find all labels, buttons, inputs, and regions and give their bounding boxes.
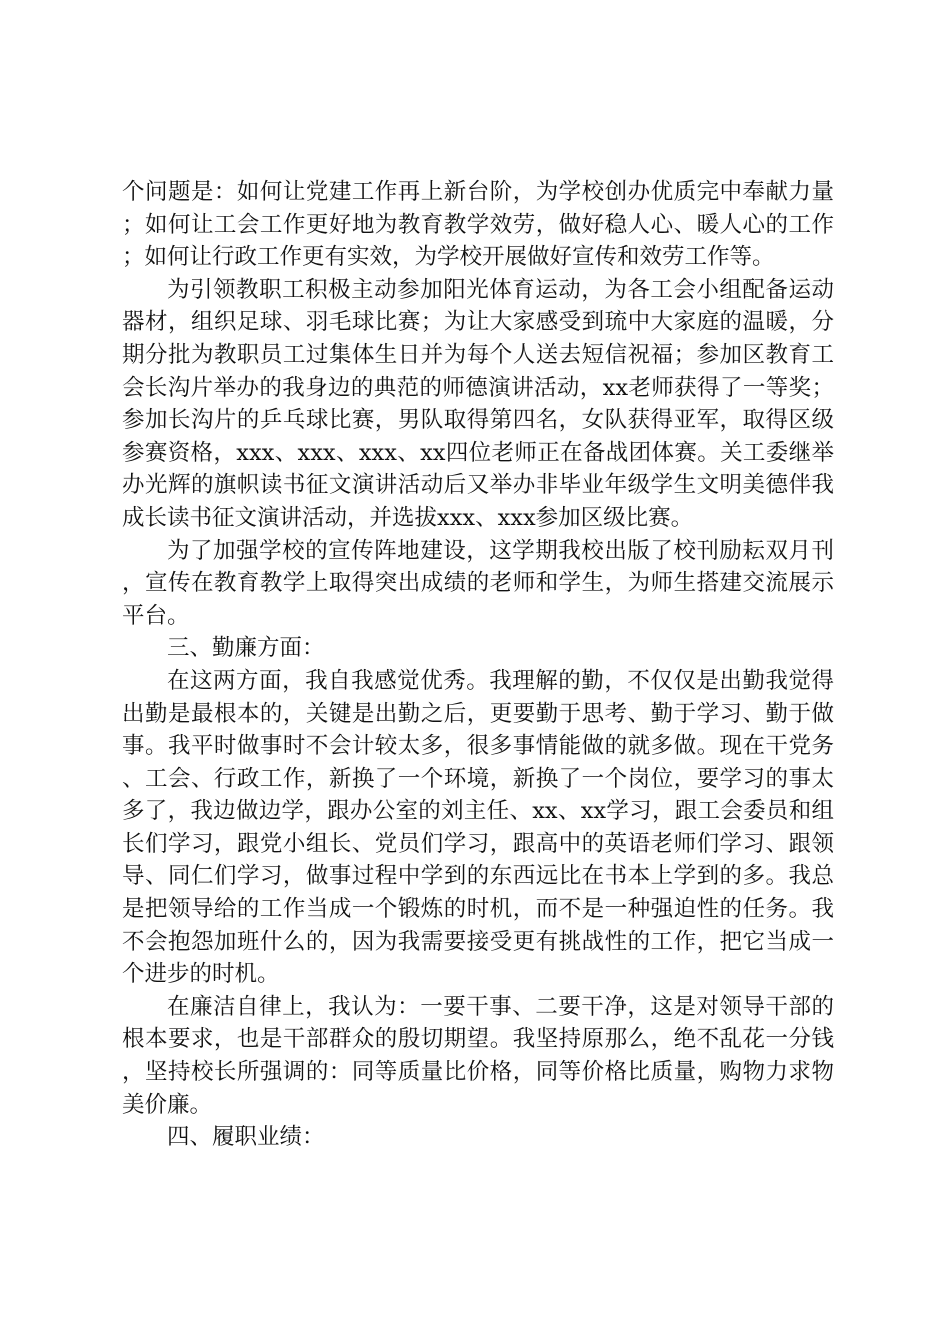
paragraph-union-sports-activities: 为引领教职工积极主动参加阳光体育运动，为各工会小组配备运动器材，组织足球、羽毛球比赛；为让大家感受到琉中大家庭的温暖，分期分批为教职员工过集体生日并为每个人送去短信祝福；参加区教育工会长沟片举办的我身边的典范的师德演讲活动，xx老师获得了一等奖；参加长沟片的乒乓球比赛，男队取得第四名，女队获得亚军，取得区级参赛资格，xxx、xxx、xxx、xx四位老师正在备战团体赛。关工委继举办光辉的旗帜读书征文演讲活动后又举办非毕业年级学生文明美德伴我成长读书征文演讲活动，并选拔xxx、xxx参加区级比赛。 [122, 276, 834, 531]
paragraph-party-building-questions: 个问题是：如何让党建工作再上新台阶，为学校创办优质完中奉献力量；如何让工会工作更好地为教育教学效劳，做好稳人心、暖人心的工作；如何让行政工作更有实效，为学校开展做好宣传和效劳工作等。 [122, 179, 834, 271]
section-heading-performance: 四、履职业绩： [167, 1124, 325, 1151]
section-heading-diligence-integrity: 三、勤廉方面： [167, 635, 325, 662]
document-body [122, 176, 834, 1154]
paragraph-school-publicity: 为了加强学校的宣传阵地建设，这学期我校出版了校刊励耘双月刊，宣传在教育教学上取得突出成绩的老师和学生，为师生搭建交流展示平台。 [122, 537, 834, 629]
paragraph-integrity: 在廉洁自律上，我认为：一要干事、二要干净，这是对领导干部的根本要求，也是干部群众的殷切期望。我坚持原那么，绝不乱花一分钱，坚持校长所强调的：同等质量比价格，同等价格比质量，购物力求物美价廉。 [122, 993, 834, 1118]
paragraph-diligence: 在这两方面，我自我感觉优秀。我理解的勤，不仅仅是出勤我觉得出勤是最根本的，关键是出勤之后，更要勤于思考、勤于学习、勤于做事。我平时做事时不会计较太多，很多事情能做的就多做。现在干党务、工会、行政工作，新换了一个环境，新换了一个岗位，要学习的事太多了，我边做边学，跟办公室的刘主任、xx、xx学习，跟工会委员和组长们学习，跟党小组长、党员们学习，跟高中的英语老师们学习、跟领导、同仁们学习，做事过程中学到的东西远比在书本上学到的多。我总是把领导给的工作当成一个锻炼的时机，而不是一种强迫性的任务。我不会抱怨加班什么的，因为我需要接受更有挑战性的工作，把它当成一个进步的时机。 [122, 667, 834, 988]
